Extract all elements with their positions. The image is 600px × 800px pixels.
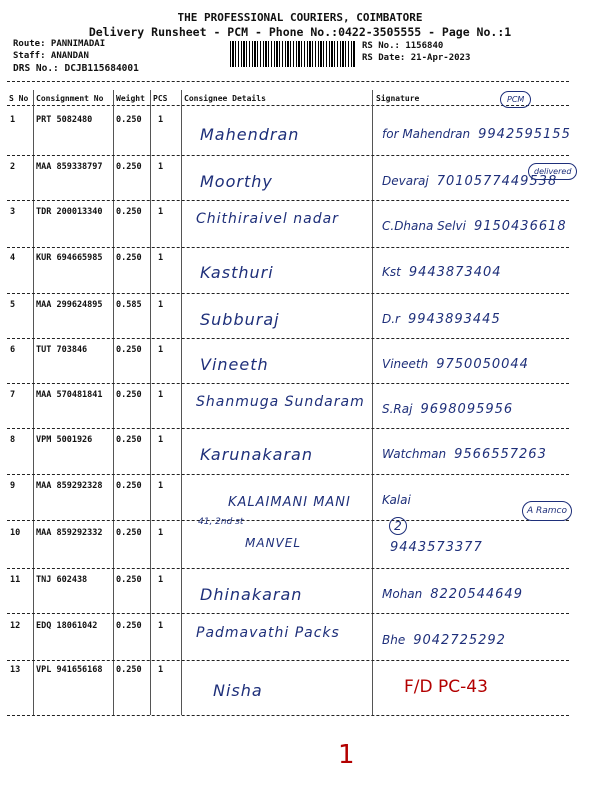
- row-pcs: 1: [158, 435, 164, 445]
- row-consignment-no: VPL 941656168: [36, 665, 103, 675]
- signature-phone: 9150436618: [473, 219, 567, 234]
- row-sno: 2: [10, 162, 16, 172]
- column-line: [113, 90, 114, 715]
- signature-phone: 9443573377: [390, 540, 483, 555]
- col-pcs: PCS: [153, 94, 168, 103]
- row-signature: [382, 583, 523, 602]
- row-consignment-no: MAA 859292332: [36, 528, 103, 538]
- row-sno: 11: [10, 575, 21, 585]
- row-consignment-no: MAA 859338797: [36, 162, 103, 172]
- row-sno: 12: [10, 621, 21, 631]
- row-pcs: 1: [158, 253, 164, 263]
- row-divider: [7, 247, 569, 248]
- row-signature: [382, 536, 483, 555]
- row-pcs: 1: [158, 621, 164, 631]
- row-weight: 0.585: [116, 300, 142, 310]
- signature-name: Devaraj: [382, 174, 429, 188]
- row-weight: 0.250: [116, 481, 142, 491]
- row-weight: 0.250: [116, 207, 142, 217]
- row-weight: 0.250: [116, 162, 142, 172]
- signature-phone: 9443873404: [408, 265, 502, 280]
- column-line: [372, 90, 373, 715]
- row-pcs: 1: [158, 390, 164, 400]
- signature-name: Bhe: [382, 633, 406, 647]
- row-signature: F/D PC-43: [404, 677, 488, 697]
- signature-phone: 7010577449538: [436, 174, 558, 189]
- row-signature: [382, 261, 502, 280]
- row-sno: 5: [10, 300, 16, 310]
- row-divider: [7, 155, 569, 156]
- row-weight: 0.250: [116, 253, 142, 263]
- row-sno: 8: [10, 435, 16, 445]
- row-pcs: 1: [158, 481, 164, 491]
- row-consignment-no: EDQ 18061042: [36, 621, 98, 631]
- route-label: Route: PANNIMADAI: [13, 39, 106, 49]
- row-consignment-no: TUT 703846: [36, 345, 88, 355]
- row-weight: 0.250: [116, 390, 142, 400]
- runsheet-subtitle: Delivery Runsheet - PCM - Phone No.:0422-3505555 - Page No.:1: [88, 25, 512, 39]
- row9-address: 41, 2nd st: [198, 517, 244, 527]
- row-weight: 0.250: [116, 621, 142, 631]
- row-pcs: 1: [158, 575, 164, 585]
- signature-phone: 9750050044: [436, 357, 529, 372]
- col-consignment: Consignment No: [36, 94, 104, 103]
- row-sno: 10: [10, 528, 21, 538]
- rs-date: RS Date: 21-Apr-2023: [362, 53, 471, 63]
- row-consignment-no: TDR 200013340: [36, 207, 103, 217]
- signature-name: C.Dhana Selvi: [382, 219, 466, 233]
- row-divider: [7, 613, 569, 614]
- row-consignee: Vineeth: [200, 355, 269, 374]
- row-consignee: KALAIMANI MANI: [228, 495, 351, 510]
- row-divider: [7, 383, 569, 384]
- row-sno: 9: [10, 481, 16, 491]
- row-consignment-no: PRT 5082480: [36, 115, 93, 125]
- column-line: [181, 90, 182, 715]
- signature-phone: 9943893445: [408, 312, 501, 327]
- row-signature: [382, 489, 419, 508]
- row-sno: 3: [10, 207, 16, 217]
- row-weight: 0.250: [116, 575, 142, 585]
- row-divider: [7, 568, 569, 569]
- row-consignee: MANVEL: [245, 536, 302, 550]
- row-consignment-no: MAA 859292328: [36, 481, 103, 491]
- row-consignee: Dhinakaran: [200, 585, 303, 604]
- row-divider: [7, 428, 569, 429]
- signature-phone: 9942595155: [478, 127, 571, 142]
- row-divider: [7, 293, 569, 294]
- col-weight: Weight: [116, 94, 145, 103]
- signature-name: Kalai: [382, 493, 411, 507]
- row-pcs: 1: [158, 207, 164, 217]
- signature-name: Kst: [382, 265, 401, 279]
- signature-name: Vineeth: [382, 357, 429, 371]
- col-sno: S No: [9, 94, 29, 103]
- rs-number: RS No.: 1156840: [362, 41, 444, 51]
- row9-note: A Ramco: [522, 501, 572, 521]
- row-divider: [7, 338, 569, 339]
- signature-phone: 9698095956: [420, 402, 514, 417]
- column-line: [150, 90, 151, 715]
- row-signature: [382, 443, 547, 462]
- row-consignee: Kasthuri: [200, 263, 274, 282]
- row-consignee: Mahendran: [200, 125, 300, 144]
- row-signature: [382, 629, 506, 648]
- staff-label: Staff: ANANDAN: [13, 51, 89, 61]
- column-line: [33, 90, 34, 715]
- row-consignee: Subburaj: [200, 310, 280, 329]
- divider: [7, 105, 569, 106]
- row-divider: [7, 660, 569, 661]
- row-weight: 0.250: [116, 528, 142, 538]
- row-consignee: Nisha: [213, 681, 263, 700]
- row-sno: 1: [10, 115, 16, 125]
- signature-name: for Mahendran: [382, 127, 471, 141]
- row-sno: 7: [10, 390, 16, 400]
- row2-stamp: delivered: [528, 163, 577, 180]
- signature-phone: 9566557263: [454, 447, 547, 462]
- row9-circle: 2: [389, 517, 407, 535]
- divider: [7, 81, 569, 82]
- row-signature: [382, 398, 513, 417]
- row-signature: [382, 353, 529, 372]
- signature-phone: 8220544649: [430, 587, 523, 602]
- row-weight: 0.250: [116, 435, 142, 445]
- row-pcs: 1: [158, 528, 164, 538]
- row-weight: 0.250: [116, 115, 142, 125]
- delivered-stamp: PCM: [500, 91, 531, 108]
- row-divider: [7, 474, 569, 475]
- signature-name: Mohan: [382, 587, 423, 601]
- col-signature: Signature: [376, 94, 420, 103]
- row-consignee: Karunakaran: [200, 445, 313, 464]
- row-consignee: Padmavathi Packs: [196, 625, 340, 641]
- row-pcs: 1: [158, 115, 164, 125]
- row-divider: [7, 520, 569, 521]
- row-pcs: 1: [158, 345, 164, 355]
- row-sno: 4: [10, 253, 16, 263]
- col-details: Consignee Details: [184, 94, 266, 103]
- page-mark: 1: [338, 740, 355, 770]
- row-signature: [382, 308, 501, 327]
- row-weight: 0.250: [116, 665, 142, 675]
- row-signature: [382, 215, 567, 234]
- row-weight: 0.250: [116, 345, 142, 355]
- row-pcs: 1: [158, 665, 164, 675]
- row-consignee: Moorthy: [200, 172, 273, 191]
- row-consignment-no: MAA 570481841: [36, 390, 103, 400]
- signature-name: D.r: [382, 312, 400, 326]
- row-divider: [7, 200, 569, 201]
- row-consignment-no: MAA 299624895: [36, 300, 103, 310]
- company-title: THE PROFESSIONAL COURIERS, COIMBATORE: [177, 11, 423, 24]
- row-consignment-no: KUR 694665985: [36, 253, 103, 263]
- row-consignment-no: VPM 5001926: [36, 435, 93, 445]
- barcode: [230, 41, 355, 67]
- signature-name: Watchman: [382, 447, 447, 461]
- row-consignee: Shanmuga Sundaram: [196, 394, 365, 410]
- row-pcs: 1: [158, 162, 164, 172]
- row-sno: 6: [10, 345, 16, 355]
- row-sno: 13: [10, 665, 21, 675]
- row-signature: [382, 123, 571, 142]
- drs-number: DRS No.: DCJB115684001: [13, 63, 139, 74]
- row-consignment-no: TNJ 602438: [36, 575, 88, 585]
- row-pcs: 1: [158, 300, 164, 310]
- row-divider: [7, 715, 569, 716]
- row-consignee: Chithiraivel nadar: [196, 211, 339, 227]
- signature-phone: 9042725292: [413, 633, 506, 648]
- signature-name: S.Raj: [382, 402, 413, 416]
